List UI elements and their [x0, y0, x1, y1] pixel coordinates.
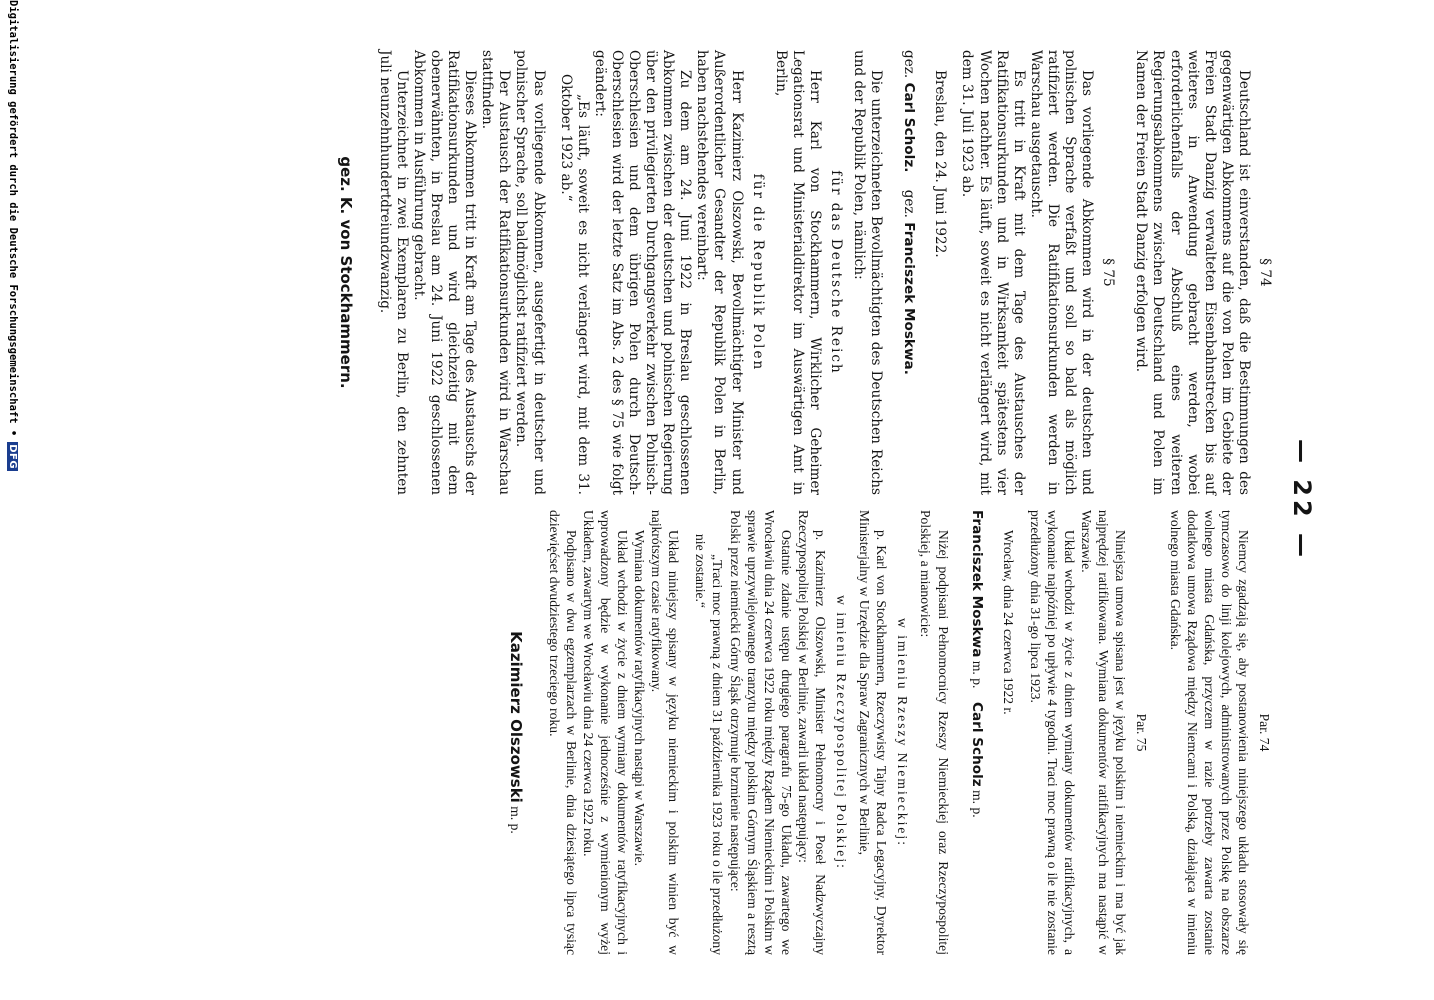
pl-section-75-text-2: Układ wchodzi w życie z dniem wymiany dokumentów ratifikacyjnych, a wykonanie najpóźniej po upływie 4 tygodni. Traci moc prawną o ile nie zostanie przedłużony dnia 31-go lipca 1923.	[1027, 510, 1078, 955]
pl-for-reich: w imieniu Rzeszy Niemieckiej:	[895, 617, 911, 847]
de-for-reich: für das Deutsche Reich	[828, 170, 845, 375]
polish-column	[506, 510, 1279, 955]
pl-section-74-text: Niemcy zgadzają się, aby postanowienia niniejszego układu stosowały się tymczasowo do linji kolejowych, administrowanych przez Polskę na obszarze wolnego miasta Gdańska, przyczem w razie potrzeby zawarta zostanie dodatkowa umowa Rządowa między Niemcami i Polską, działająca w imieniu wolnego miasta Gdańska.	[1167, 510, 1251, 955]
footer-text: Digitalisierung gefördert durch die Deutsche Forschungsgemeinschaft	[7, 0, 19, 424]
de-poland-representative: Herr Kazimierz Olszowski, Bevollmächtigter Minister und Außerordentlicher Gesandter der Republik Polen in Berlin, haben nachstehendes vereinbart:	[694, 50, 745, 495]
pl-force-clause: Układ wchodzi w życie z dniem wymiany dokumentów ratyfikacyjnych i wprowadzony będzie w wykonanie jednocześnie z wymienionym wyżej Układem, zawartym we Wrocławiu dnia 24 czerwca 1922 roku.	[580, 510, 630, 955]
pl-section-74-heading: Par. 74	[1257, 713, 1272, 752]
dfg-logo: DFG	[7, 444, 18, 470]
pl-agreement: Ostatnie zdanie ustępu drugiego paragrafu 75-go Układu, zawartego we Wrocławiu dnia 24 czerwca 1922 roku między Rządem Niemieckim i Polskim w sprawie uprzywilejowanego tranzytu między polskim Górnym Śląskiem a resztą Polski przez niemiecki Górny Śląsk otrzymuje brzmienie następujące:	[727, 510, 794, 955]
de-reich-representative: Herr Karl von Stockhammern, Wirklicher Geheimer Legationsrat und Ministerialdirektor im Auswärtigen Amt in Berlin,	[772, 50, 823, 495]
pl-signature-scholz: Carl Scholz	[968, 702, 985, 787]
pl-reich-representative: p. Karl von Stockhammern, Rzeczywisty Tajny Radca Legacyjny, Dyrektor Ministerjalny w Urzędzie dla Spraw Zagranicznych w Berlinie,	[857, 510, 890, 955]
pl-poland-representative: p. Kazimierz Olszowski, Minister Pełnomocny i Poseł Nadzwyczajny Rzeczypospolitej Polskiej w Berlinie, zawarli układ następujący:	[795, 510, 829, 955]
pl-signatures: Franciszek Moskwa m. p. Carl Scholz m. p.	[968, 510, 985, 818]
de-section-74-text: Deutschland ist einverstanden, daß die Bestimmungen des gegenwärtigen Abkommens auf die von Polen im Gebiete der Freien Stadt Danzig verwalteten Eisenbahnstrecken bis auf weiteres in Anwendung gebracht werden, wobei erforderlichenfalls der Abschluß eines weiteren Regierungsabkommens zwischen Deutschland und Polen im Namen der Freien Stadt Danzig erfolgen wird.	[1133, 50, 1252, 495]
page-number: — 22 —	[1288, 438, 1316, 562]
pl-exchange-clause: Wymiana dokumentów ratyfikacyjnych nastąpi w Warszawie.	[632, 530, 648, 867]
de-place-date: Breslau, den 24. Juni 1922.	[932, 70, 949, 258]
de-signature-scholz: Carl Scholz.	[901, 82, 918, 173]
de-intro: Die unterzeichneten Bevollmächtigten des Deutschen Reichs und der Republik Polen, nämlich:	[851, 50, 885, 495]
pl-intro: Niżej podpisani Pełnomocnicy Rzeszy Niemieckiej oraz Rzeczypospolitej Polskiej, a mianowicie:	[918, 510, 951, 955]
de-force-clause: Dieses Abkommen tritt in Kraft am Tage des Austauschs der Ratifikationsurkunden und wird gleichzeitig mit dem obenerwähnten, in Breslau am 24. Juni 1922 geschlossenen Abkommen in Ausführung gebracht.	[410, 50, 479, 495]
de-final-signature: gez. K. von Stockhammern.	[336, 156, 355, 389]
de-exchange-clause: Der Austausch der Ratifikationsurkunden wird in Warschau stattfinden.	[479, 50, 513, 495]
german-column	[336, 50, 1280, 495]
de-section-75-text-2: Es tritt in Kraft mit dem Tage des Austausches der Ratifikationsurkunden und in Wirksamkeit spätestens vier Wochen nachher. Es läuft, soweit es nicht verlängert wird, mit dem 31. Juli 1923 ab.	[959, 50, 1027, 495]
digitization-footer: Digitalisierung gefördert durch die Deutsche Forschungsgemeinschaft •DFG	[7, 0, 19, 470]
de-signed-clause: Unterzeichnet in zwei Exemplaren zu Berlin, den zehnten Juli neunzehnhundertdreiundzwanzig.	[376, 50, 410, 495]
pl-section-75-heading: Par. 75	[1134, 713, 1150, 752]
de-language-clause: Das vorliegende Abkommen, ausgefertigt in deutscher und polnischer Sprache, soll baldmöglichst ratifiziert werden.	[513, 50, 547, 495]
pl-for-poland: w imieniu Rzeczypospolitej Polskiej:	[834, 595, 850, 870]
pl-signed-clause: Podpisano w dwu egzemplarzach w Berlinie, dnia dziesiątego lipca tysiąc dziewięćset dwudziestego trzeciego roku.	[546, 510, 579, 955]
pl-language-clause: Układ niniejszy spisany w języku niemieckim i polskim winien być w najkrótszym czasie ratyfikowany.	[649, 510, 682, 955]
de-signature-moskwa: Franciszek Moskwa.	[901, 222, 918, 375]
pl-final-signature: Kazimierz Olszowski m. p.	[506, 631, 525, 834]
pl-signature-moskwa: Franciszek Moskwa	[968, 510, 985, 658]
de-agreement: Zu dem am 24. Juni 1922 in Breslau geschlossenen Abkommen zwischen der deutschen und polnischen Regierung über den privilegierten Durchgangsverkehr zwischen Polnisch-Oberschlesien und dem übrigen Polen durch Deutsch-Oberschlesien wird der letzte Satz im Abs. 2 des § 75 wie folgt geändert:	[591, 50, 694, 495]
de-section-74-heading: § 74	[1257, 258, 1273, 287]
de-for-poland: für die Republik Polen	[749, 173, 766, 372]
pl-place-date: Wrocław, dnia 24 czerwca 1922 r.	[1000, 530, 1016, 715]
de-quote: „Es läuft, soweit es nicht verlängert wird, mit dem 31. Oktober 1923 ab.“	[557, 74, 591, 495]
pl-section-75-text-1: Niniejsza umowa spisana jest w języku polskim i niemieckim i ma być jak najprędzej ratifikowana. Wymiana dokumentów ratifikacyjnych ma nastąpić w Warszawie.	[1079, 510, 1129, 955]
de-section-75-heading: § 75	[1100, 258, 1117, 287]
de-section-75-text-1: Das vorliegende Abkommen wird in der deutschen und polnischen Sprache verfaßt und soll so bald als möglich ratifiziert werden. Die Ratifikationsurkunden werden in Warschau ausgetauscht.	[1027, 50, 1096, 495]
pl-quote: „Traci moc prawną z dniem 31 października 1923 roku o ile przedłużony nie zostanie.“	[693, 534, 726, 955]
de-signatures: gez. Carl Scholz. gez. Franciszek Moskwa.	[901, 50, 918, 375]
